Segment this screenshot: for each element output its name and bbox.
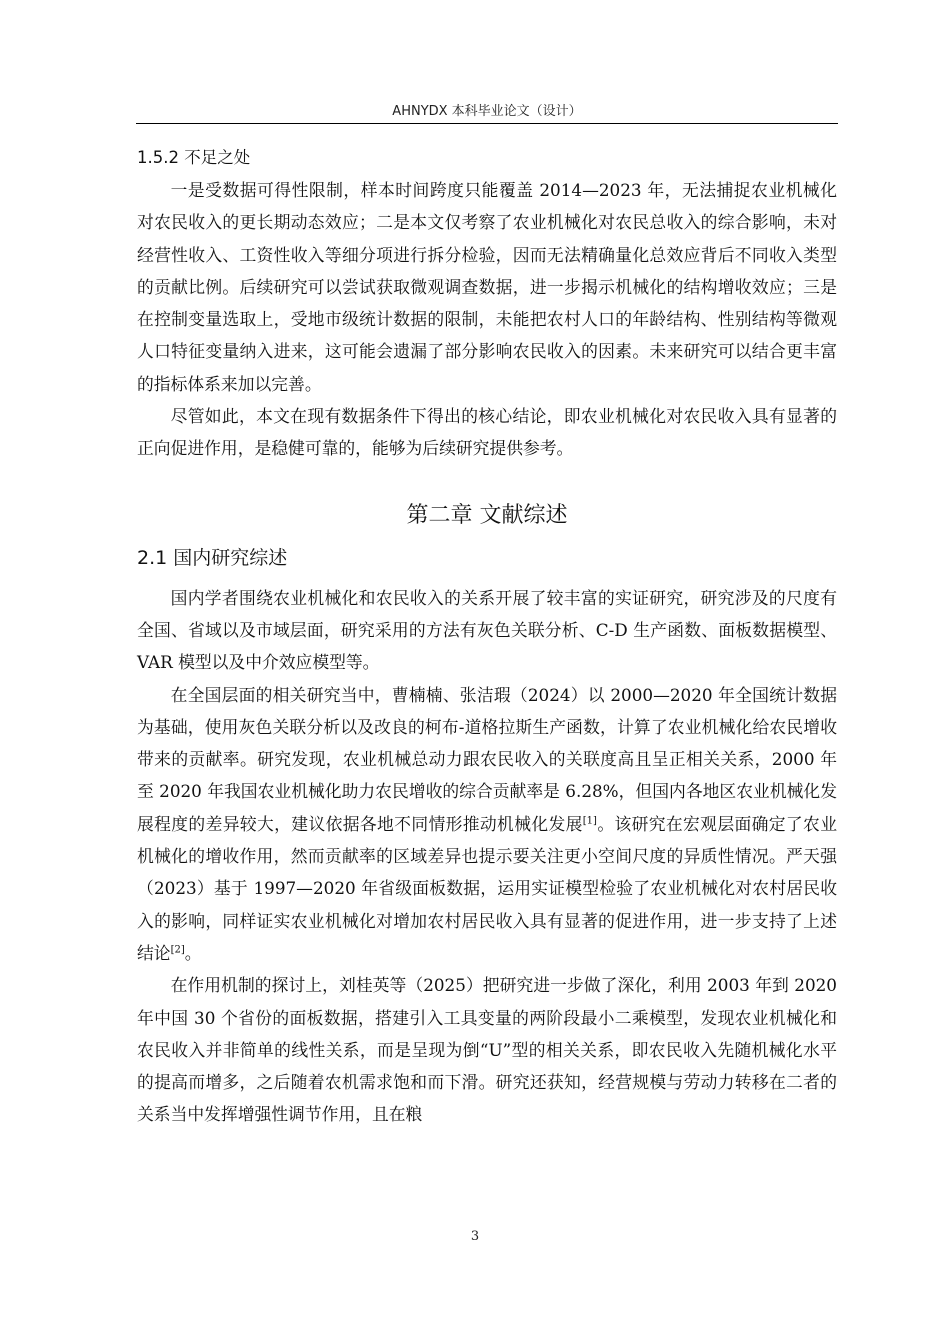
paragraph-text: 。该研究在宏观层面确定了农业机械化的增收作用，然而贡献率的区域差异也提示要关注更小空间尺度的异质性情况。严天强（2023）基于 1997—2020 年省级面板数据，运用实证模型检验了农业机械化对农村居民收入的影响，同样证实农业机械化对增加农村居民收入具有显著的促进作用，进一步支持了上述结论 bbox=[137, 813, 837, 963]
header-rule bbox=[136, 123, 838, 124]
paragraph: 在作用机制的探讨上，刘桂英等（2025）把研究进一步做了深化，利用 2003 年到 2020 年中国 30 个省份的面板数据，搭建引入工具变量的两阶段最小二乘模型，发现农业机械化和农民收入并非简单的线性关系，而是呈现为倒“U”型的相关关系，即农民收入先随机械化水平的提高而增多，之后随着农机需求饱和而下滑。研究还获知，经营规模与劳动力转移在二者的关系当中发挥增强性调节作用，且在粮 bbox=[137, 975, 837, 1125]
page-number: 3 bbox=[470, 1229, 480, 1244]
paragraph: 一是受数据可得性限制，样本时间跨度只能覆盖 2014—2023 年，无法捕捉农业机械化对农民收入的更长期动态效应；二是本文仅考察了农业机械化对农民总收入的综合影响，未对经营性收入、工资性收入等细分项进行拆分检验，因而无法精确量化总效应背后不同收入类型的贡献比例。后续研究可以尝试获取微观调查数据，进一步揭示机械化的结构增收效应；三是在控制变量选取上，受地市级统计数据的限制，未能把农村人口的年龄结构、性别结构等微观人口特征变量纳入进来，这可能会遗漏了部分影响农民收入的因素。未来研究可以结合更丰富的指标体系来加以完善。 bbox=[137, 180, 837, 394]
citation-marker: [1] bbox=[582, 815, 597, 827]
section-heading-2-1: 2.1 国内研究综述 bbox=[137, 546, 288, 569]
paragraph: 尽管如此，本文在现有数据条件下得出的核心结论，即农业机械化对农民收入具有显著的正向促进作用，是稳健可靠的，能够为后续研究提供参考。 bbox=[137, 406, 837, 459]
paragraph-text: 在全国层面的相关研究当中，曹楠楠、张洁瑕（2024）以 2000—2020 年全国统计数据为基础，使用灰色关联分析以及改良的柯布-道格拉斯生产函数，计算了农业机械化给农民增收带来的贡献率。研究发现，农业机械总动力跟农民收入的关联度高且呈正相关关系，2000 年至 2020 年我国农业机械化助力农民增收的综合贡献率是 6.28%，但国内各地区农业机械化发展程度的差异较大，建议依据各地不同情形推动机械化发展 bbox=[137, 684, 837, 834]
citation-marker: [2] bbox=[170, 944, 185, 956]
paragraph: 国内学者围绕农业机械化和农民收入的关系开展了较丰富的实证研究，研究涉及的尺度有全国、省域以及市域层面，研究采用的方法有灰色关联分析、C-D 生产函数、面板数据模型、VAR 模型以及中介效应模型等。 bbox=[137, 587, 837, 673]
chapter-title: 第二章 文献综述 bbox=[406, 502, 568, 528]
running-header: AHNYDX 本科毕业论文（设计） bbox=[392, 104, 582, 119]
section-heading-1-5-2: 1.5.2 不足之处 bbox=[137, 148, 251, 167]
paragraph-text: 。 bbox=[184, 942, 202, 963]
page-body bbox=[137, 142, 837, 1131]
paragraph bbox=[137, 679, 837, 970]
